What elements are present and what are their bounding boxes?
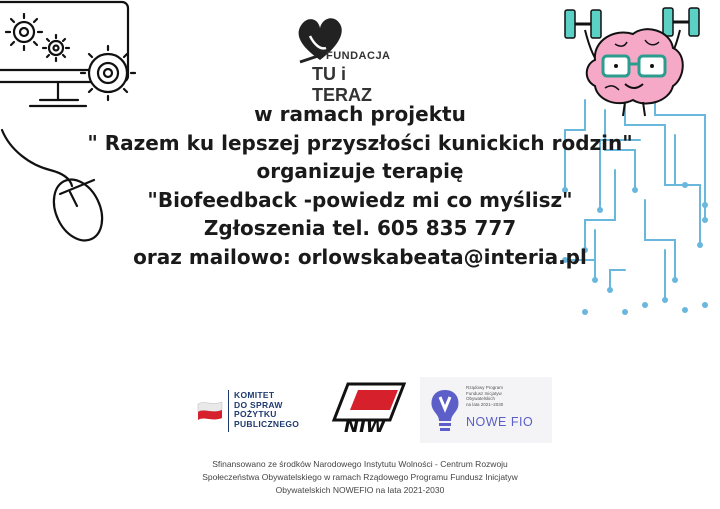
message-line: " Razem ku lepszej przyszłości kunickich rodzin" <box>87 130 633 155</box>
message-line: Zgłoszenia tel. 605 835 777 <box>203 216 517 240</box>
niw-logo <box>330 380 408 440</box>
komitet-line: KOMITET <box>234 390 275 400</box>
fio-line: na lata 2021–2030 <box>466 401 504 407</box>
main-message <box>0 100 720 271</box>
polish-flag-icon <box>196 400 224 420</box>
fio-label: NOWE FIO <box>466 415 534 429</box>
message-line: organizuje terapię <box>256 159 464 183</box>
fio-line: Obywatelskich <box>466 396 496 401</box>
foundation-name-big: TU i TERAZ <box>312 64 372 105</box>
message-line: oraz mailowo: orlowskabeata@interia.pl <box>133 244 587 269</box>
lightbulb-icon <box>428 387 462 433</box>
komitet-logo <box>196 386 316 436</box>
fio-line: Fundusz Inicjatyw <box>466 390 502 396</box>
footer-line: Obywatelskich NOWEFIO na lata 2021-2030 <box>275 485 445 495</box>
komitet-line: PUBLICZNEGO <box>234 418 300 429</box>
fio-line: Rządowy Program <box>466 385 504 390</box>
nowe-fio-logo <box>420 377 552 443</box>
komitet-line: DO SPRAW <box>234 399 283 410</box>
message-line: "Biofeedback -powiedz mi co myślisz" <box>147 187 573 212</box>
footer-line: Społeczeństwa Obywatelskiego w ramach Rządowego Programu Fundusz Inicjatyw <box>202 472 518 482</box>
niw-label: NIW <box>344 416 386 437</box>
foundation-logo <box>282 10 402 105</box>
footer-line: Sfinansowano ze środków Narodowego Instytutu Wolności - Centrum Rozwoju <box>212 459 508 469</box>
funding-note <box>0 458 720 497</box>
komitet-line: POŻYTKU <box>234 409 277 419</box>
message-line: w ramach projektu <box>254 102 466 126</box>
foundation-name-small: FUNDACJA <box>326 50 391 62</box>
